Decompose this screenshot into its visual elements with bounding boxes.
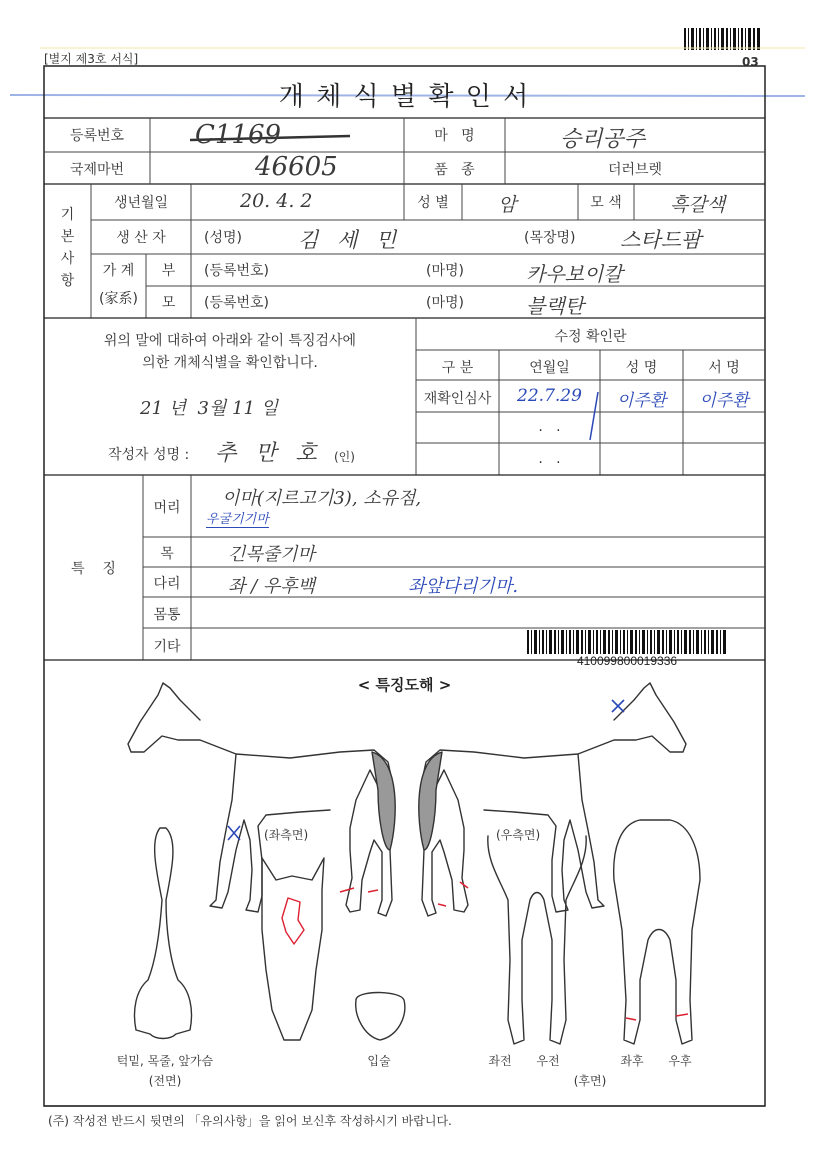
revision-col-type: 구 분 bbox=[441, 360, 474, 376]
ranch-value: 스타드팜 bbox=[620, 228, 702, 252]
revision-row-sign: 이주환 bbox=[699, 391, 749, 411]
sire-label: 부 bbox=[161, 263, 176, 279]
horse-name-value: 승리공주 bbox=[560, 127, 646, 152]
rear-label: (후면) bbox=[573, 1074, 607, 1088]
head-label: 머리 bbox=[153, 500, 181, 516]
horse-front-neck-drawing bbox=[135, 828, 192, 1039]
intl-number-value: 46605 bbox=[255, 152, 338, 182]
revision-col-sign: 서 명 bbox=[708, 360, 740, 376]
horse-name-label: 마 명 bbox=[434, 128, 475, 144]
fore-left-label: 좌전 bbox=[488, 1054, 512, 1068]
producer-label: 생 산 자 bbox=[116, 230, 166, 246]
color-label: 모 색 bbox=[590, 195, 622, 211]
document-title: 개 체 식 별 확 인 서 bbox=[278, 82, 531, 112]
horse-left-tail bbox=[372, 752, 395, 850]
basic-section-label: 기 본 사 항 bbox=[60, 207, 75, 289]
features-section-label: 특 징 bbox=[71, 561, 116, 577]
author-value: 추 만 호 bbox=[215, 441, 323, 466]
reg-number-value: C1169 bbox=[195, 120, 282, 150]
front-label: (전면) bbox=[148, 1074, 182, 1088]
hind-right-label: 우후 bbox=[668, 1054, 692, 1068]
author-label: 작성자 성명 : bbox=[108, 447, 190, 463]
pedigree-hanja: (家系) bbox=[99, 291, 138, 307]
revision-row-date: . . bbox=[538, 419, 561, 435]
head-extra: 우굴기기마 bbox=[206, 508, 269, 528]
horse-head-blaze bbox=[282, 898, 304, 944]
lips-label: 입술 bbox=[367, 1054, 391, 1068]
intl-number-label: 국제마번 bbox=[69, 162, 125, 178]
reg-number-label: 등록번호 bbox=[69, 128, 125, 144]
page-number: 03 bbox=[742, 55, 759, 69]
dam-label: 모 bbox=[161, 295, 176, 311]
producer-name-value: 김 세 민 bbox=[298, 228, 403, 252]
color-value: 흑갈색 bbox=[670, 194, 726, 216]
sex-label: 성 별 bbox=[417, 195, 449, 211]
head-value: 이마(지르고기3), 소유점, bbox=[222, 488, 422, 509]
horse-right-side-drawing bbox=[420, 683, 686, 916]
birth-value: 20. 4. 2 bbox=[240, 190, 313, 212]
right-side-label: (우측면) bbox=[496, 828, 541, 842]
red-feature-marks bbox=[340, 882, 688, 1020]
revision-header: 수정 확인란 bbox=[554, 329, 627, 345]
revision-row-date: 22.7.29 bbox=[517, 386, 582, 406]
legs-extra: 좌앞다리기마. bbox=[408, 576, 519, 597]
legs-label: 다리 bbox=[153, 576, 181, 592]
revision-col-name: 성 명 bbox=[625, 360, 658, 376]
revision-row-name: 이주환 bbox=[616, 391, 667, 411]
ranch-label: (목장명) bbox=[524, 230, 576, 246]
dam-name-value: 블랙탄 bbox=[526, 294, 584, 318]
sire-name-value: 카우보이칼 bbox=[526, 262, 623, 286]
fore-right-label: 우전 bbox=[536, 1054, 560, 1068]
feature-barcode bbox=[527, 630, 726, 654]
diagram-title: < 특징도해 > bbox=[357, 676, 452, 694]
barcode-number: 410099800019336 bbox=[576, 654, 678, 668]
producer-name-label: (성명) bbox=[204, 230, 242, 246]
dam-name-label: (마명) bbox=[426, 295, 464, 311]
neck-value: 긴목줄기마 bbox=[228, 544, 315, 565]
hind-left-label: 좌후 bbox=[620, 1054, 644, 1068]
breed-value: 더러브렛 bbox=[607, 162, 663, 178]
legs-value: 좌 / 우후백 bbox=[228, 576, 316, 597]
neck-label: 목 bbox=[160, 546, 174, 562]
horse-rear-drawing bbox=[614, 820, 700, 1044]
breed-label: 품 종 bbox=[434, 162, 475, 178]
sire-reg-label: (등록번호) bbox=[204, 263, 270, 279]
pedigree-label: 가 계 bbox=[102, 263, 135, 279]
top-barcode bbox=[684, 28, 760, 50]
revision-row-date: . . bbox=[538, 451, 561, 467]
dam-reg-label: (등록번호) bbox=[204, 295, 270, 311]
other-label: 기타 bbox=[153, 639, 181, 655]
footer-note: (주) 작성전 반드시 뒷면의 「유의사항」을 읽어 보신후 작성하시기 바랍니다. bbox=[48, 1114, 452, 1128]
sex-value: 암 bbox=[498, 194, 517, 216]
horse-lips-drawing bbox=[356, 993, 405, 1041]
confirm-date: 21 년 3월 11 일 bbox=[140, 398, 279, 419]
revision-row-type: 재확인심사 bbox=[423, 391, 492, 407]
left-side-label: (좌측면) bbox=[264, 828, 309, 842]
confirm-statement: 위의 말에 대하여 아래와 같이 특징검사에 의한 개체식별을 확인합니다. bbox=[103, 333, 357, 371]
revision-col-date: 연월일 bbox=[529, 360, 570, 376]
author-seal: (인) bbox=[334, 450, 355, 464]
birth-label: 생년월일 bbox=[113, 195, 169, 211]
horse-front-legs-drawing bbox=[488, 836, 586, 1044]
sire-name-label: (마명) bbox=[426, 263, 464, 279]
horse-head-front-drawing bbox=[262, 858, 324, 1040]
horse-left-side-drawing bbox=[128, 683, 394, 916]
body-label: 몸통 bbox=[153, 607, 181, 623]
front-caption: 턱밑, 목줄, 앞가슴 bbox=[116, 1054, 214, 1068]
form-tag: [별지 제3호 서식] bbox=[44, 52, 139, 66]
horse-right-tail bbox=[419, 752, 442, 850]
